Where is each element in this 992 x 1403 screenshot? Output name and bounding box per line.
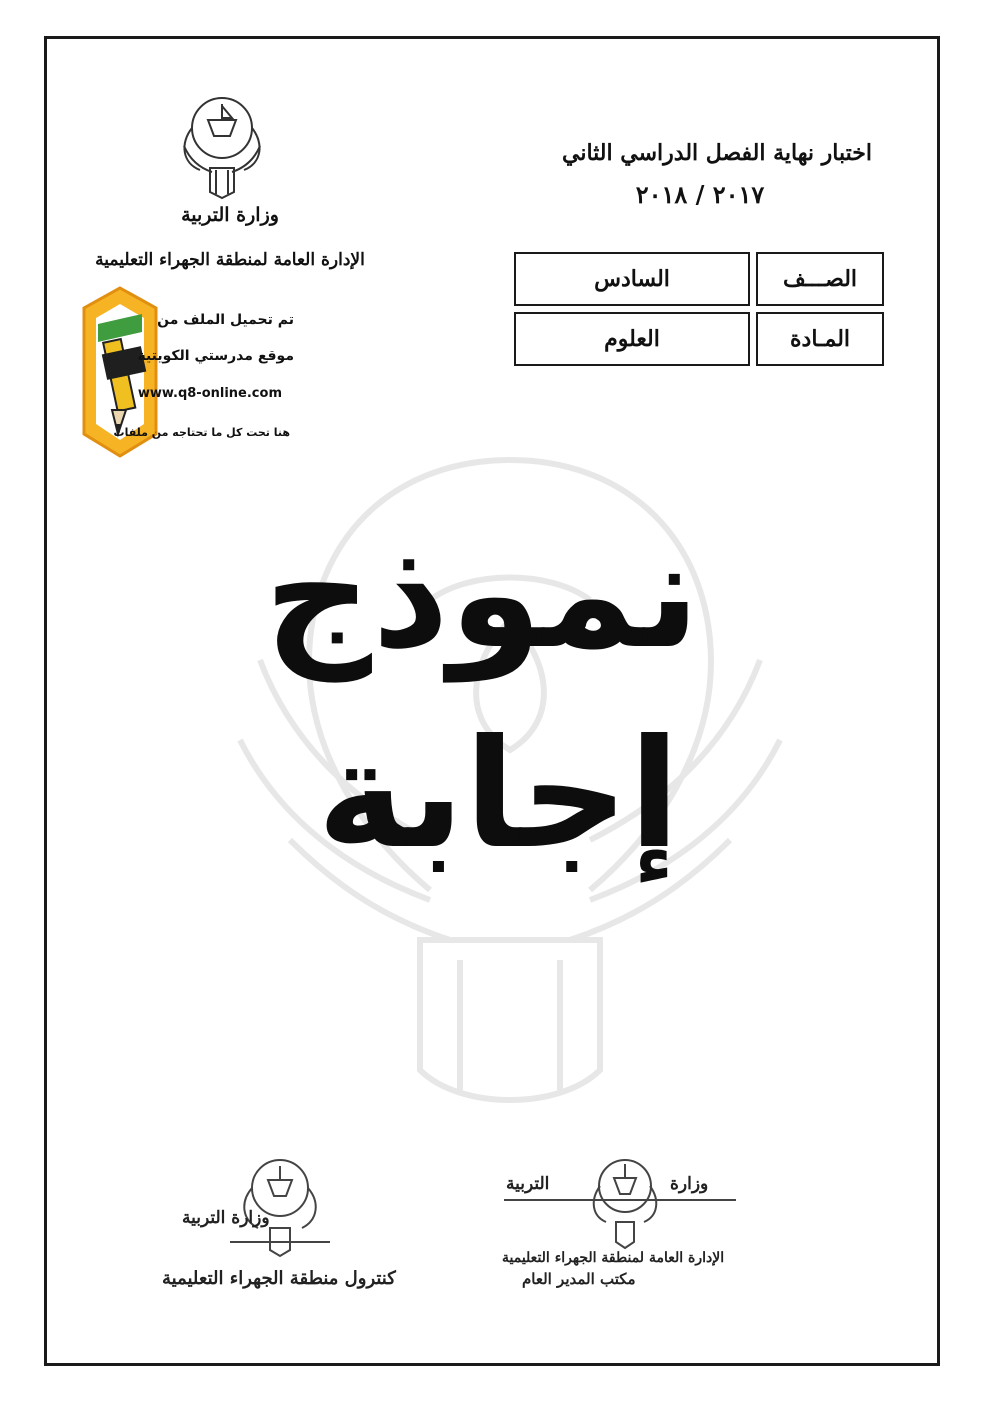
stamp-underline — [500, 1196, 740, 1210]
ministry-name: وزارة التربية — [181, 204, 279, 226]
director-stamp-directorate: الإدارة العامة لمنطقة الجهراء التعليمية — [502, 1250, 725, 1266]
director-stamp-office: مكتب المدير العام — [522, 1270, 636, 1288]
directorate-name: الإدارة العامة لمنطقة الجهراء التعليمية — [95, 250, 365, 270]
download-badge-line1: تم تحميل الملف من — [157, 312, 294, 328]
exam-title: اختبار نهاية الفصل الدراسي الثاني — [561, 140, 872, 166]
download-badge-line2: موقع مدرستي الكويتية — [137, 348, 294, 364]
director-stamp — [500, 1150, 740, 1300]
subject-value: العلوم — [514, 312, 750, 366]
download-badge-line4: هنا تحت كل ما تحتاجه من ملفات — [113, 426, 290, 439]
control-stamp — [160, 1150, 400, 1300]
academic-year: ٢٠١٧ / ٢٠١٨ — [635, 180, 765, 209]
info-row-grade — [514, 252, 884, 310]
download-badge-url[interactable]: www.q8-online.com — [137, 386, 282, 401]
answer-key-title-word2: إجابة — [316, 708, 680, 882]
kuwait-emblem-icon — [170, 88, 274, 200]
director-stamp-ministry-b: التربية — [506, 1174, 550, 1194]
stamp-emblem-icon — [230, 1150, 330, 1262]
grade-value: السادس — [514, 252, 750, 306]
answer-key-title-word1: نموذج — [263, 508, 700, 682]
download-badge[interactable] — [74, 282, 294, 462]
control-stamp-title: كنترول منطقة الجهراء التعليمية — [162, 1268, 396, 1289]
subject-label: المـادة — [756, 312, 884, 366]
director-stamp-ministry-a: وزارة — [670, 1174, 709, 1194]
control-stamp-ministry: وزارة التربية — [182, 1208, 270, 1228]
info-row-subject — [514, 312, 884, 370]
grade-label: الصـــف — [756, 252, 884, 306]
